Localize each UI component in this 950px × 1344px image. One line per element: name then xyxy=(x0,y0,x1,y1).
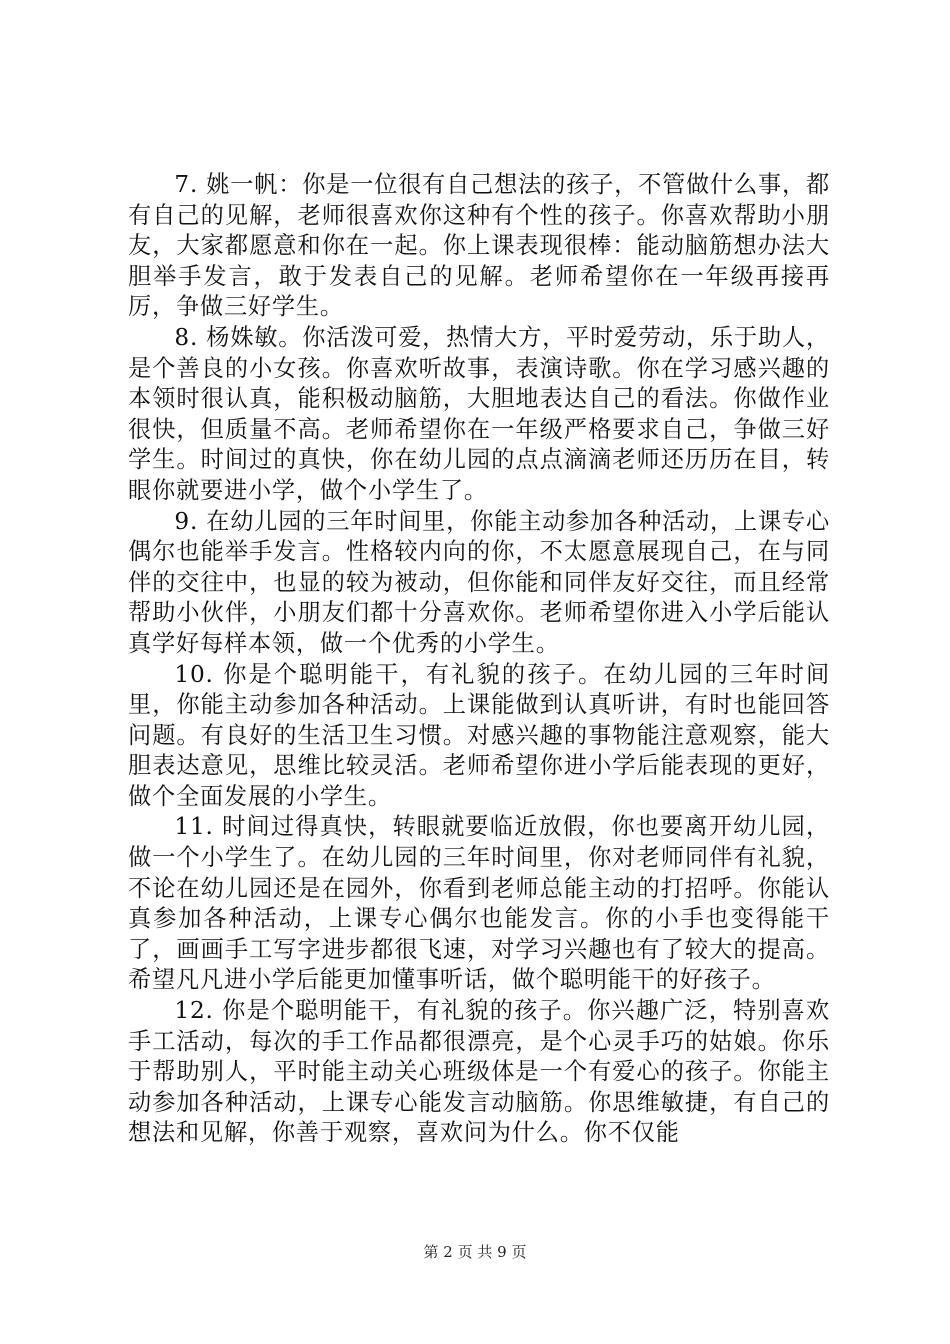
page-footer: 第 2 页 共 9 页 xyxy=(423,1243,527,1261)
paragraph-11: 11. 时间过得真快，转眼就要临近放假，你也要离开幼儿园，做一个小学生了。在幼儿园的三年时间里，你对老师同伴有礼貌，不论在幼儿园还是在园外，你看到老师总能主动的打招呼。你能认真参加各种活动，上课专心偶尔也能发言。你的小手也变得能干了，画画手工写字进步都很飞速，对学习兴趣也有了较大的提高。希望凡凡进小学后能更加懂事听话，做个聪明能干的好孩子。 xyxy=(128,813,830,994)
paragraph-10: 10. 你是个聪明能干，有礼貌的孩子。在幼儿园的三年时间里，你能主动参加各种活动。上课能做到认真听讲，有时也能回答问题。有良好的生活卫生习惯。对感兴趣的事物能注意观察，能大胆表达意见，思维比较灵活。老师希望你进小学后能表现的更好，做个全面发展的小学生。 xyxy=(128,660,830,810)
document-body xyxy=(128,170,830,1149)
paragraph-8: 8. 杨姝敏。你活泼可爱，热情大方，平时爱劳动，乐于助人，是个善良的小女孩。你喜欢听故事，表演诗歌。你在学习感兴趣的本领时很认真，能积极动脑筋，大胆地表达自己的看法。你做作业很快，但质量不高。老师希望你在一年级严格要求自己，争做三好学生。时间过的真快，你在幼儿园的点点滴滴老师还历历在目，转眼你就要进小学，做个小学生了。 xyxy=(128,323,830,504)
paragraph-12: 12. 你是个聪明能干，有礼貌的孩子。你兴趣广泛，特别喜欢手工活动，每次的手工作品都很漂亮，是个心灵手巧的姑娘。你乐于帮助别人，平时能主动关心班级体是一个有爱心的孩子。你能主动参加各种活动，上课专心能发言动脑筋。你思维敏捷，有自己的想法和见解，你善于观察，喜欢问为什么。你不仅能 xyxy=(128,997,830,1147)
paragraph-7: 7. 姚一帆：你是一位很有自己想法的孩子，不管做什么事，都有自己的见解，老师很喜欢你这种有个性的孩子。你喜欢帮助小朋友，大家都愿意和你在一起。你上课表现很棒：能动脑筋想办法大胆举手发言，敢于发表自己的见解。老师希望你在一年级再接再厉，争做三好学生。 xyxy=(128,171,830,321)
paragraph-9: 9. 在幼儿园的三年时间里，你能主动参加各种活动，上课专心偶尔也能举手发言。性格较内向的你，不太愿意展现自己，在与同伴的交往中，也显的较为被动，但你能和同伴友好交往，而且经常帮助小伙伴，小朋友们都十分喜欢你。老师希望你进入小学后能认真学好每样本领，做一个优秀的小学生。 xyxy=(128,507,830,657)
